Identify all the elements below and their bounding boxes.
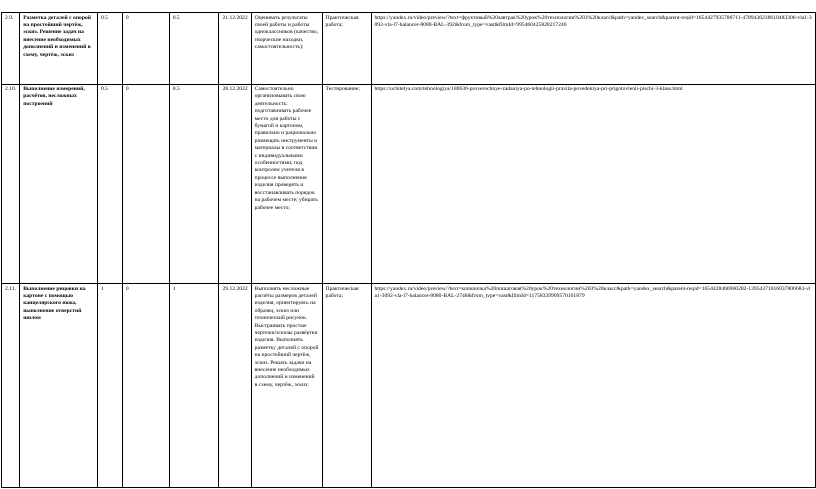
hours-control-cell: 0	[122, 84, 169, 284]
topic-cell: Выполнение измерений, расчётов, несложных построений	[20, 84, 98, 284]
lesson-plan-table	[1, 12, 816, 488]
table-row	[2, 13, 816, 85]
table-row	[2, 284, 816, 488]
hours-total-cell: 1	[97, 284, 122, 488]
resource-link[interactable]: https://yandex.ru/video/preview/?text=копилочка%20пошаговая%20урок%20технологии%203%20класс&path=yandex_search&parent-reqid=1654428466960282-13954371816037806683-vla1-3092-vla-l7-balancer-8080-BAL-2748&from_type=vast&filmId=11758339909570101879	[371, 284, 816, 488]
hours-practice-cell: 1	[169, 284, 219, 488]
row-number: 2.9.	[2, 13, 20, 85]
hours-total-cell: 0.5	[97, 13, 122, 85]
activity-cell: Оценивать результаты своей работы и работы одноклассников (качество, творческие находки, самостоятельность);	[251, 13, 322, 85]
hours-control-cell: 0	[122, 13, 169, 85]
hours-total-cell: 0.5	[97, 84, 122, 284]
topic-cell: Выполнение рицовки на картоне с помощью канцелярского ножа, выполнение отверстий шилом	[20, 284, 98, 488]
hours-practice-cell: 0.5	[169, 13, 219, 85]
hours-control-cell: 0	[122, 284, 169, 488]
activity-cell: Самостоятельно организовывать свою деятельность: подготавливать рабочее место для работы с бумагой и картоном, правильно и рационально размещать инструменты и материалы в соответствии с индивидуальными особенностями; под контролем учителя в процессе выполнения изделия проверять и восстанавливать порядок на рабочем месте; убирать рабочее место;	[251, 84, 322, 284]
resource-link[interactable]: https://yandex.ru/video/preview/?text=фруктовый%20завтрак%20урок%20технологии%203%20класс&path=yandex_search&parent-reqid=1654427935786711-4789436238610483306-vla1-3092-vla-l7-balancer-8080-BAL-392&from_type=vast&filmId=995460425828217240	[371, 13, 816, 85]
table-row	[2, 84, 816, 284]
date-cell: 28.12.2022	[219, 84, 251, 284]
control-form-cell: Тестирование;	[322, 84, 371, 284]
control-form-cell: Практическая работа;	[322, 13, 371, 85]
resource-link[interactable]: https://uchitelya.com/tehnologiya/180630-proverochnye-zadaniya-po-tehnologii-pravila-povedeniya-pri-prigotovlenii-pischi-3-klass.html	[371, 84, 816, 284]
date-cell: 29.12.2022	[219, 284, 251, 488]
hours-practice-cell: 0.5	[169, 84, 219, 284]
control-form-cell: Практическая работа;	[322, 284, 371, 488]
date-cell: 21.12.2022	[219, 13, 251, 85]
activity-cell: Выполнять несложные расчёты размеров деталей изделия, ориентируясь на образец, эскиз или технический рисунок. Выстраивать простые чертежи/эскизы развёртки изделия. Выполнять разметку деталей с опорой на простейший чертёж, эскиз. Решать задачи на внесение необходимых дополнений и изменений в схему, чертёж, эскиз;	[251, 284, 322, 488]
topic-cell: Разметка деталей с опорой на простейший чертёж, эскиз. Решение задач на внесение необходимых дополнений и изменений в схему, чертёж, эскиз	[20, 13, 98, 85]
row-number: 2.11.	[2, 284, 20, 488]
row-number: 2.10.	[2, 84, 20, 284]
